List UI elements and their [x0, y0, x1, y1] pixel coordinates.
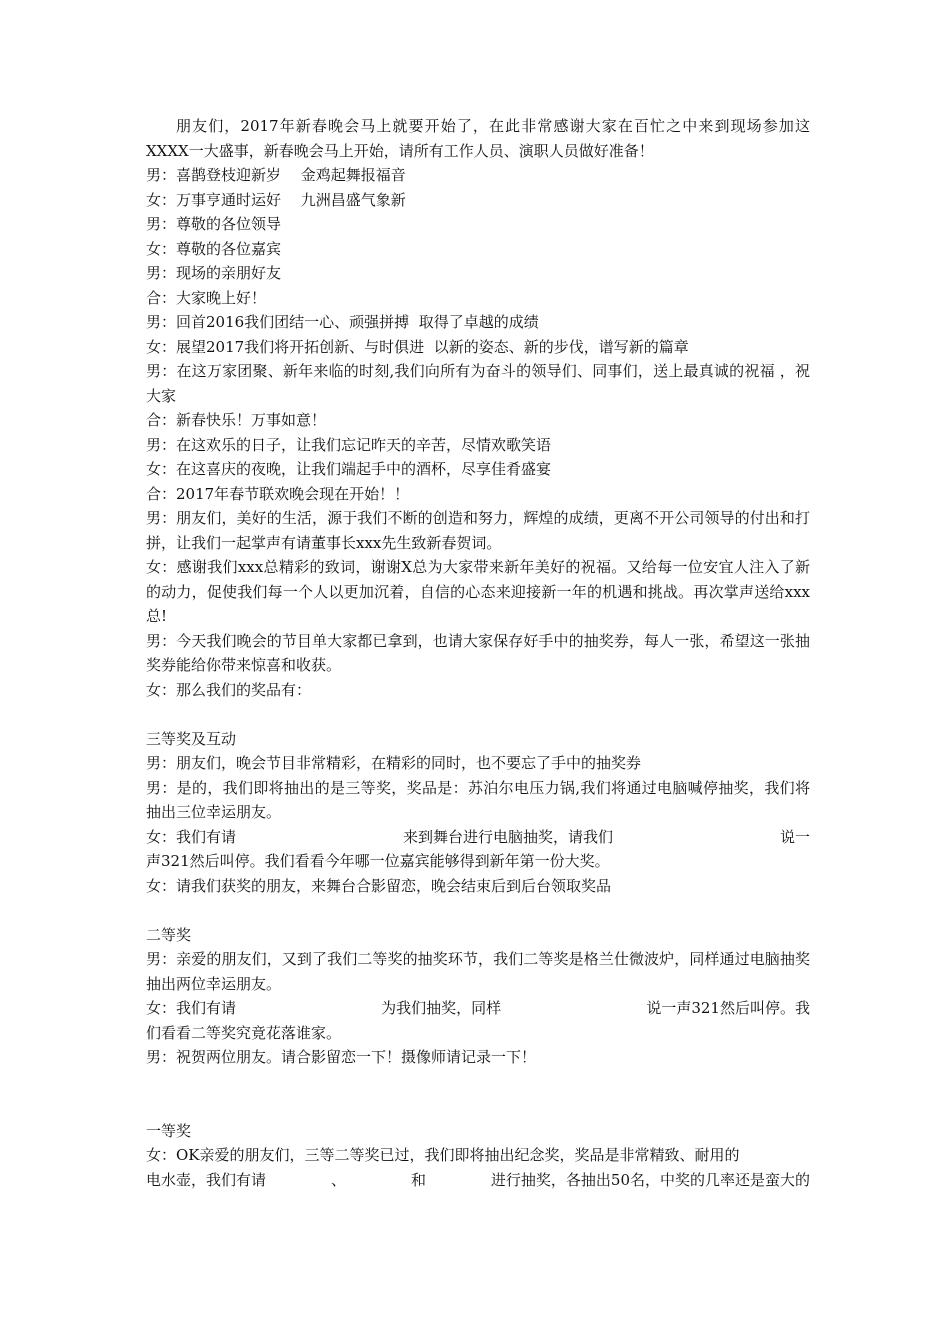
- script-line: 女：OK亲爱的朋友们，三等二等奖已过，我们即将抽出纪念奖，奖品是非常精致、耐用的: [146, 1146, 740, 1164]
- script-line: 男：是的，我们即将抽出的是三等奖，奖品是：苏泊尔电压力锅,我们将通过电脑喊停抽奖，我们将抽出三位幸运朋友。: [146, 778, 810, 821]
- script-line: 男：在这万家团聚、新年来临的时刻,我们向所有为奋斗的领导们、同事们，送上最真诚的祝福 ，祝大家: [146, 362, 810, 405]
- script-fragment: 说一声321然后叫停。我: [646, 999, 810, 1017]
- script-line: 女：尊敬的各位嘉宾: [146, 239, 282, 258]
- script-line-with-blanks: [146, 1168, 810, 1193]
- script-line: 男：朋友们，美好的生活，源于我们不断的创造和努力，辉煌的成绩，更离不开公司领导的付出和打拼，让我们一起掌声有请董事长xxx先生致新春贺词。: [146, 509, 810, 552]
- blank-lines: [146, 1070, 810, 1119]
- script-line: 男：今天我们晚会的节目单大家都已拿到，也请大家保存好手中的抽奖券，每人一张，希望这一张抽奖券能给你带来惊喜和收获。: [146, 631, 810, 674]
- section-heading-first-prize: 一等奖: [146, 1121, 192, 1140]
- script-line: 女：万事亨通时运好 九洲昌盛气象新: [146, 190, 406, 209]
- blank-line: [146, 898, 810, 923]
- script-line: 女：展望2017我们将开拓创新、与时俱进 以新的姿态、新的步伐，谱写新的篇章: [146, 337, 689, 356]
- document-body: [146, 114, 810, 1192]
- script-fragment: 女：我们有请: [146, 999, 237, 1017]
- script-line: 男：现场的亲朋好友: [146, 264, 282, 282]
- script-line-with-blanks: [146, 825, 810, 850]
- script-line: 合：2017年春节联欢晚会现在开始！！: [146, 484, 410, 503]
- script-fragment: 女：我们有请: [146, 827, 237, 846]
- script-fragment: 和: [410, 1170, 426, 1189]
- script-line: 男：祝贺两位朋友。请合影留恋一下！摄像师请记录一下！: [146, 1048, 537, 1066]
- section-heading-third-prize: 三等奖及互动: [146, 729, 237, 748]
- script-line: 合：大家晚上好！: [146, 288, 267, 307]
- script-line: 们看看二等奖究竟花落谁家。: [146, 1023, 342, 1042]
- script-line: 男：喜鹊登枝迎新岁 金鸡起舞报福音: [146, 166, 406, 184]
- intro-paragraph: 朋友们，2017年新春晚会马上就要开始了，在此非常感谢大家在百忙之中来到现场参加这XXXX一大盛事，新春晚会马上开始，请所有工作人员、演职人员做好准备！: [146, 117, 810, 160]
- script-line: 女：在这喜庆的夜晚，让我们端起手中的酒杯，尽享佳肴盛宴: [146, 460, 552, 478]
- script-fragment: 说一: [779, 827, 810, 846]
- script-line: 男：在这欢乐的日子，让我们忘记昨天的辛苦，尽情欢歌笑语: [146, 435, 552, 454]
- script-fragment: 电水壶，我们有请: [146, 1170, 267, 1189]
- script-line: 女：那么我们的奖品有：: [146, 680, 312, 699]
- script-line: 男：亲爱的朋友们，又到了我们二等奖的抽奖环节，我们二等奖是格兰仕微波炉，同样通过电脑抽奖抽出两位幸运朋友。: [146, 950, 810, 993]
- script-line: 合：新春快乐！万事如意！: [146, 411, 327, 429]
- script-line: 男：回首2016我们团结一心、顽强拼搏 取得了卓越的成绩: [146, 313, 539, 331]
- script-fragment: 来到舞台进行电脑抽奖，请我们: [402, 827, 613, 846]
- script-fragment: 进行抽奖，各抽出50名，中奖的几率还是蛮大的: [490, 1170, 810, 1189]
- script-line: 男：朋友们，晚会节目非常精彩，在精彩的同时，也不要忘了手中的抽奖券: [146, 754, 642, 772]
- script-line: 男：尊敬的各位领导: [146, 215, 282, 233]
- blank-line: [146, 702, 810, 727]
- script-fragment: 为我们抽奖，同样: [381, 999, 502, 1017]
- script-fragment: 、: [330, 1170, 346, 1189]
- section-heading-second-prize: 二等奖: [146, 925, 192, 944]
- script-line-with-blanks: [146, 996, 810, 1021]
- script-line: 女：请我们获奖的朋友，来舞台合影留恋，晚会结束后到后台领取奖品: [146, 876, 612, 895]
- script-line: 女：感谢我们xxx总精彩的致词，谢谢X总为大家带来新年美好的祝福。又给每一位安宜人注入了新的动力，促使我们每一个人以更加沉着，自信的心态来迎接新一年的机遇和挑战。再次掌声送给xxx总!: [146, 558, 810, 625]
- script-line: 声321然后叫停。我们看看今年哪一位嘉宾能够得到新年第一份大奖。: [146, 852, 610, 870]
